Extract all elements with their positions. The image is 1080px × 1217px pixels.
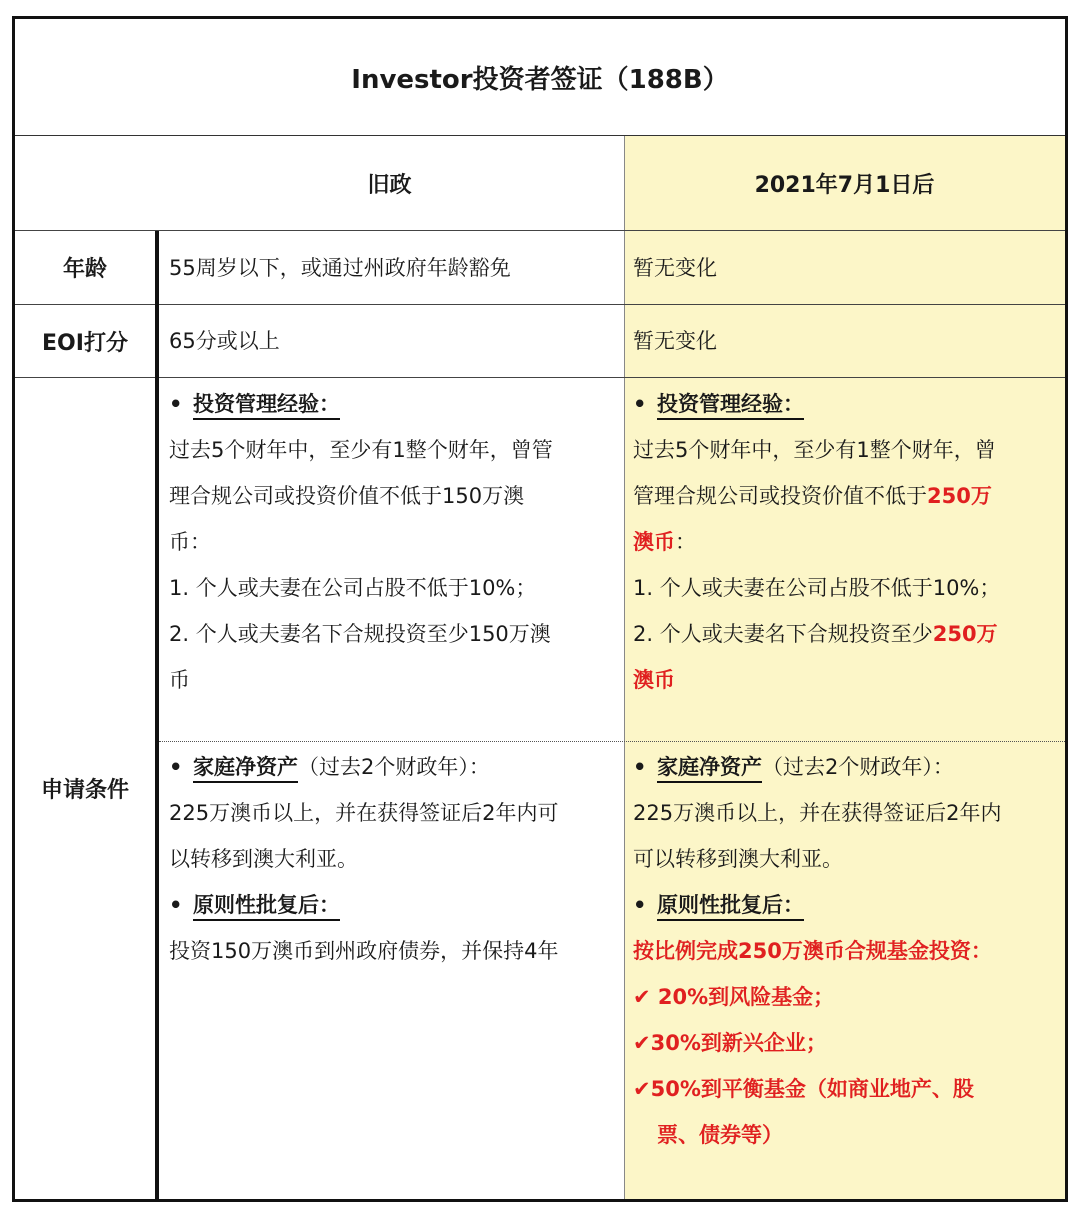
bullet-item: • 原则性批复后： — [169, 882, 619, 928]
row-divider — [15, 230, 1065, 231]
header-new-policy: 2021年7月1日后 — [754, 172, 935, 198]
row-divider — [15, 377, 1065, 378]
conditions-new-assets: • 家庭净资产（过去2个财政年）： 225万澳币以上，并在获得签证后2年内 可以转移到澳大利亚。 • 原则性批复后： 按比例完成250万澳币合规基金投资： ✔ 20%到风险基金； ✔30%到新兴企业； ✔50%到平衡基金（如商业地产、股 票、债券等） — [633, 744, 1059, 1158]
bullet-item: • 家庭净资产（过去2个财政年）： — [169, 744, 619, 790]
bullet-item: • 原则性批复后： — [633, 882, 1059, 928]
row-label-age: 年龄 — [62, 257, 107, 282]
conditions-old-assets: • 家庭净资产（过去2个财政年）： 225万澳币以上，并在获得签证后2年内可 以转移到澳大利亚。 • 原则性批复后： 投资150万澳币到州政府债券，并保持4年 — [169, 744, 619, 974]
bullet-item: • 家庭净资产（过去2个财政年）： — [633, 744, 1059, 790]
row-label-eoi: EOI打分 — [42, 330, 128, 356]
eoi-old-value: 65分或以上 — [169, 329, 280, 353]
header-old-policy: 旧政 — [367, 172, 412, 198]
age-old-value: 55周岁以下，或通过州政府年龄豁免 — [169, 256, 511, 280]
label-column-divider — [155, 231, 159, 1199]
conditions-old-investment: • 投资管理经验： 过去5个财年中，至少有1整个财年，曾管 理合规公司或投资价值不低于150万澳 币： 1. 个人或夫妻在公司占股不低于10%； 2. 个人或夫妻名下合规投资至少150万澳 币 — [169, 381, 619, 703]
bullet-item: • 投资管理经验： — [169, 381, 619, 427]
row-divider — [15, 304, 1065, 305]
age-new-value: 暂无变化 — [633, 256, 717, 280]
row-label-conditions: 申请条件 — [40, 778, 129, 803]
section-divider — [159, 741, 1065, 742]
table-title: Investor投资者签证（188B） — [15, 19, 1065, 136]
bullet-item: • 投资管理经验： — [633, 381, 1059, 427]
eoi-new-value: 暂无变化 — [633, 329, 717, 353]
visa-comparison-table — [12, 16, 1068, 1202]
conditions-new-investment: • 投资管理经验： 过去5个财年中，至少有1整个财年，曾 管理合规公司或投资价值不低于250万 澳币： 1. 个人或夫妻在公司占股不低于10%； 2. 个人或夫妻名下合规投资至少250万 澳币 — [633, 381, 1059, 703]
